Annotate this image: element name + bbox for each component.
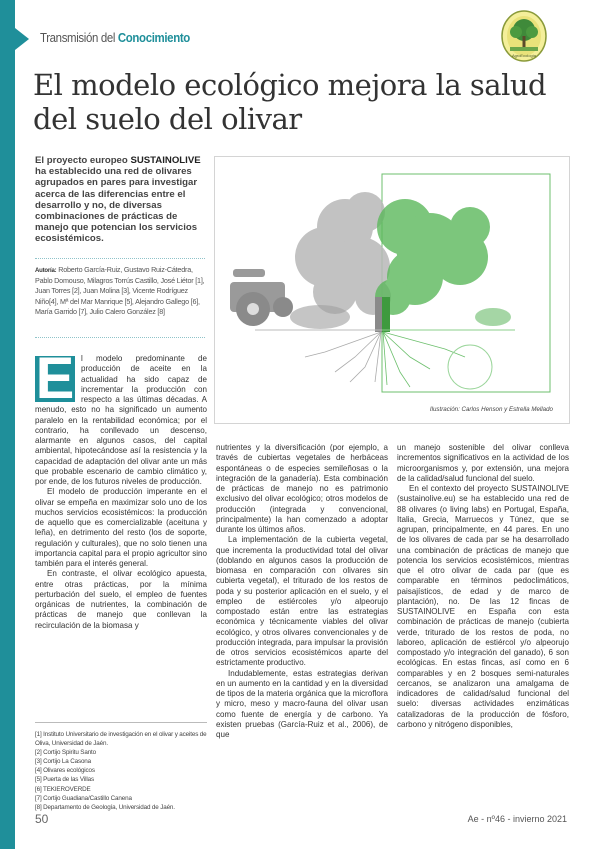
body-column-1 — [35, 346, 207, 631]
footnote: [1] Instituto Universitario de investigación en el olivar y aceites de Oliva, Universidad de Jaén. — [35, 731, 207, 748]
conventional-roots-icon — [305, 332, 381, 382]
logo-icon — [500, 10, 548, 62]
footnote-rule — [35, 722, 207, 723]
section-label — [40, 30, 190, 45]
figure-caption: Ilustración: Carlos Henson y Estrella Mellado — [429, 406, 553, 413]
svg-text:AgroEcología: AgroEcología — [511, 53, 537, 58]
footnote: [4] Olivares ecológicos — [35, 767, 95, 775]
ecological-tree-icon — [375, 199, 490, 315]
divider — [35, 258, 205, 259]
sheep-icon — [475, 308, 511, 326]
article-title: El modelo ecológico mejora la salud del suelo del olivar — [33, 68, 547, 136]
paragraph: Indudablemente, estas estrategias derivan en un aumento en la cantidad y en la diversidad de tipos de la materia orgánica que la microflora y micro, meso y macro-fauna del olivar usan como fuente de energía y de carbono. Ya existen pruebas (García-Ruiz et al., 2006), de que — [216, 668, 388, 739]
section-prefix: Transmisión del — [40, 30, 118, 45]
soil-organisms-icon — [448, 345, 492, 389]
footnote: [3] Cortijo La Casona — [35, 758, 92, 766]
paragraph: El modelo de producción imperante en el olivar se empeña en maximizar solo uno de los muchos servicios ecosistémicos: la producción de aquello que es comercializable (aceituna y leña), en detrimento del resto (los de soporte, regulación y culturales), que no solo tienen una importancia capital para el propio agricultor sino también para el interés general. — [35, 487, 207, 568]
olive-tree-illustration — [215, 157, 569, 423]
intro-text-before: El proyecto europeo — [35, 155, 131, 166]
body-column-2 — [216, 443, 388, 740]
footnote: [8] Departamento de Geología, Universidad de Jaén. — [35, 803, 175, 811]
illustration-figure — [214, 156, 570, 424]
page-number: 50 — [35, 812, 49, 826]
paragraph: En el contexto del proyecto SUSTAINOLIVE (sustainolive.eu) se ha establecido una red de 88 olivares (o living labs) en Portugal, España, Italia, Grecia, Marruecos y Túnez, que se agrupan, principalmente, en 44 pares. En uno de los olivares de cada par se ha desarrollado una combinación de prácticas de manejo que potencia los servicios ecosistémicos, mientras que el otro olivar de cada par (que es comparable en términos pedoclimáticos, paisajísticos, de edad y de marco de plantación), no. De las 12 fincas de SUSTAINOLIVE en España con esta combinación de prácticas de manejo (cubierta verde, triturado de los restos de poda, no laboreo, aplicación de estiércol y/o alpeorujo compostado y/o integración del ganado), 6 son ecológicas. En estas fincas, así como en 6 comparables y en 2 bosques semi-naturales cercanos, se analizaron una amalgama de indicadores de calidad/salud funcional del suelo: diversas actividades enzimáticas catalizadoras de la producción de fósforo, carbono y nitrógeno disponibles, — [397, 484, 569, 729]
tractor-icon — [230, 269, 293, 326]
paragraph: l modelo predominante de producción de aceite en la actualidad ha sido capaz de incrementar la producción con respecto a las últimas décadas. A menudo, esto no ha significado un aumento paralelo en la rentabilidad económica; por el contrario, ha conllevado un descenso, alarmante en algunos casos, del capital ambiental, hipotecándose así la resistencia y la capacidad de adaptación del olivar ante un más que probable escenario de cambio climático y, por ende, de los futuros niveles de producción. — [35, 354, 207, 486]
authors-list: Roberto García-Ruiz, Gustavo Ruiz-Cátedra, Pablo Domouso, Milagros Torrús Castillo, José Liétor [1], Juan Torres [2], Juan Molina [3], Vicente Rodríguez Niño[4], Mª del Mar Manrique [5], Alejandro Gallego [6], María Garrido [7], Julio Calero González [8] — [35, 265, 205, 316]
footnote: [7] Cortijo Guadiana/Castillo Canena — [35, 794, 132, 802]
ecological-roots-icon — [383, 332, 465, 387]
paragraph: En contraste, el olivar ecológico apuesta, entre otras prácticas, por la mínima perturbación del suelo, el empleo de fuentes orgánicas de nutrientes, la combinación de prácticas de manejo que conllevan la recirculación de la biomasa y — [35, 569, 207, 630]
paragraph: La implementación de la cubierta vegetal, que incrementa la productividad total del olivar (doblando en algunos casos la producción de biomasa en comparación con olivares sin cubierta vegetal), el triturado de los restos de poda y su posterior aplicación en el suelo, y el empleo de estiércoles y/o alpeorujo compostado están entre las estrategias económica y técnicamente viables del olivar ecológico, y otros olivares convencionales y de producción integrada, para impulsar la provisión de otros servicios ecosistémicos aparte del estrictamente productivo. — [216, 535, 388, 668]
paragraph: un manejo sostenible del olivar conlleva incrementos significativos en la actividad de los microorganismos y, por extensión, una mejora de la calidad/salud funcional del suelo. — [397, 443, 569, 483]
paragraph: nutrientes y la diversificación (por ejemplo, a través de cubiertas vegetales de herbáceas espontáneas o de especies semileñosas o la integración de la ganadería). Esta combinación de prácticas de manejo no es patrimonio exclusivo del olivar ecológico; otros modelos de producción (integrada y convencional, principalmente) la han comenzado a adoptar durante los últimos años. — [216, 443, 388, 534]
footnote: [5] Puerta de las Villas — [35, 776, 94, 784]
footnote: [6] TEKIEROVERDE — [35, 785, 91, 793]
dropcap — [35, 346, 75, 411]
footnotes — [35, 730, 210, 812]
intro-paragraph — [35, 155, 205, 245]
dropcap-letter: E — [35, 346, 75, 411]
footnote: [2] Cortijo Spiritu Santo — [35, 749, 96, 757]
divider — [35, 337, 205, 338]
section-accent: Conocimiento — [117, 30, 190, 45]
intro-text-after: ha establecido una red de olivares agrupados en pares para investigar acerca de las diferencias entre el desarrollo y no, de diversas combinaciones de prácticas de manejo que potencian los servicios ecosistémicos. — [35, 166, 198, 245]
issue-info: Ae - nº46 - invierno 2021 — [467, 814, 567, 824]
authors-label: Autoría: — [35, 268, 57, 274]
intro-project-name: SUSTAINOLIVE — [130, 155, 201, 166]
authors — [35, 265, 207, 317]
section-color-bar — [0, 0, 15, 849]
body-column-3 — [397, 443, 569, 730]
section-arrow-icon — [15, 28, 29, 50]
